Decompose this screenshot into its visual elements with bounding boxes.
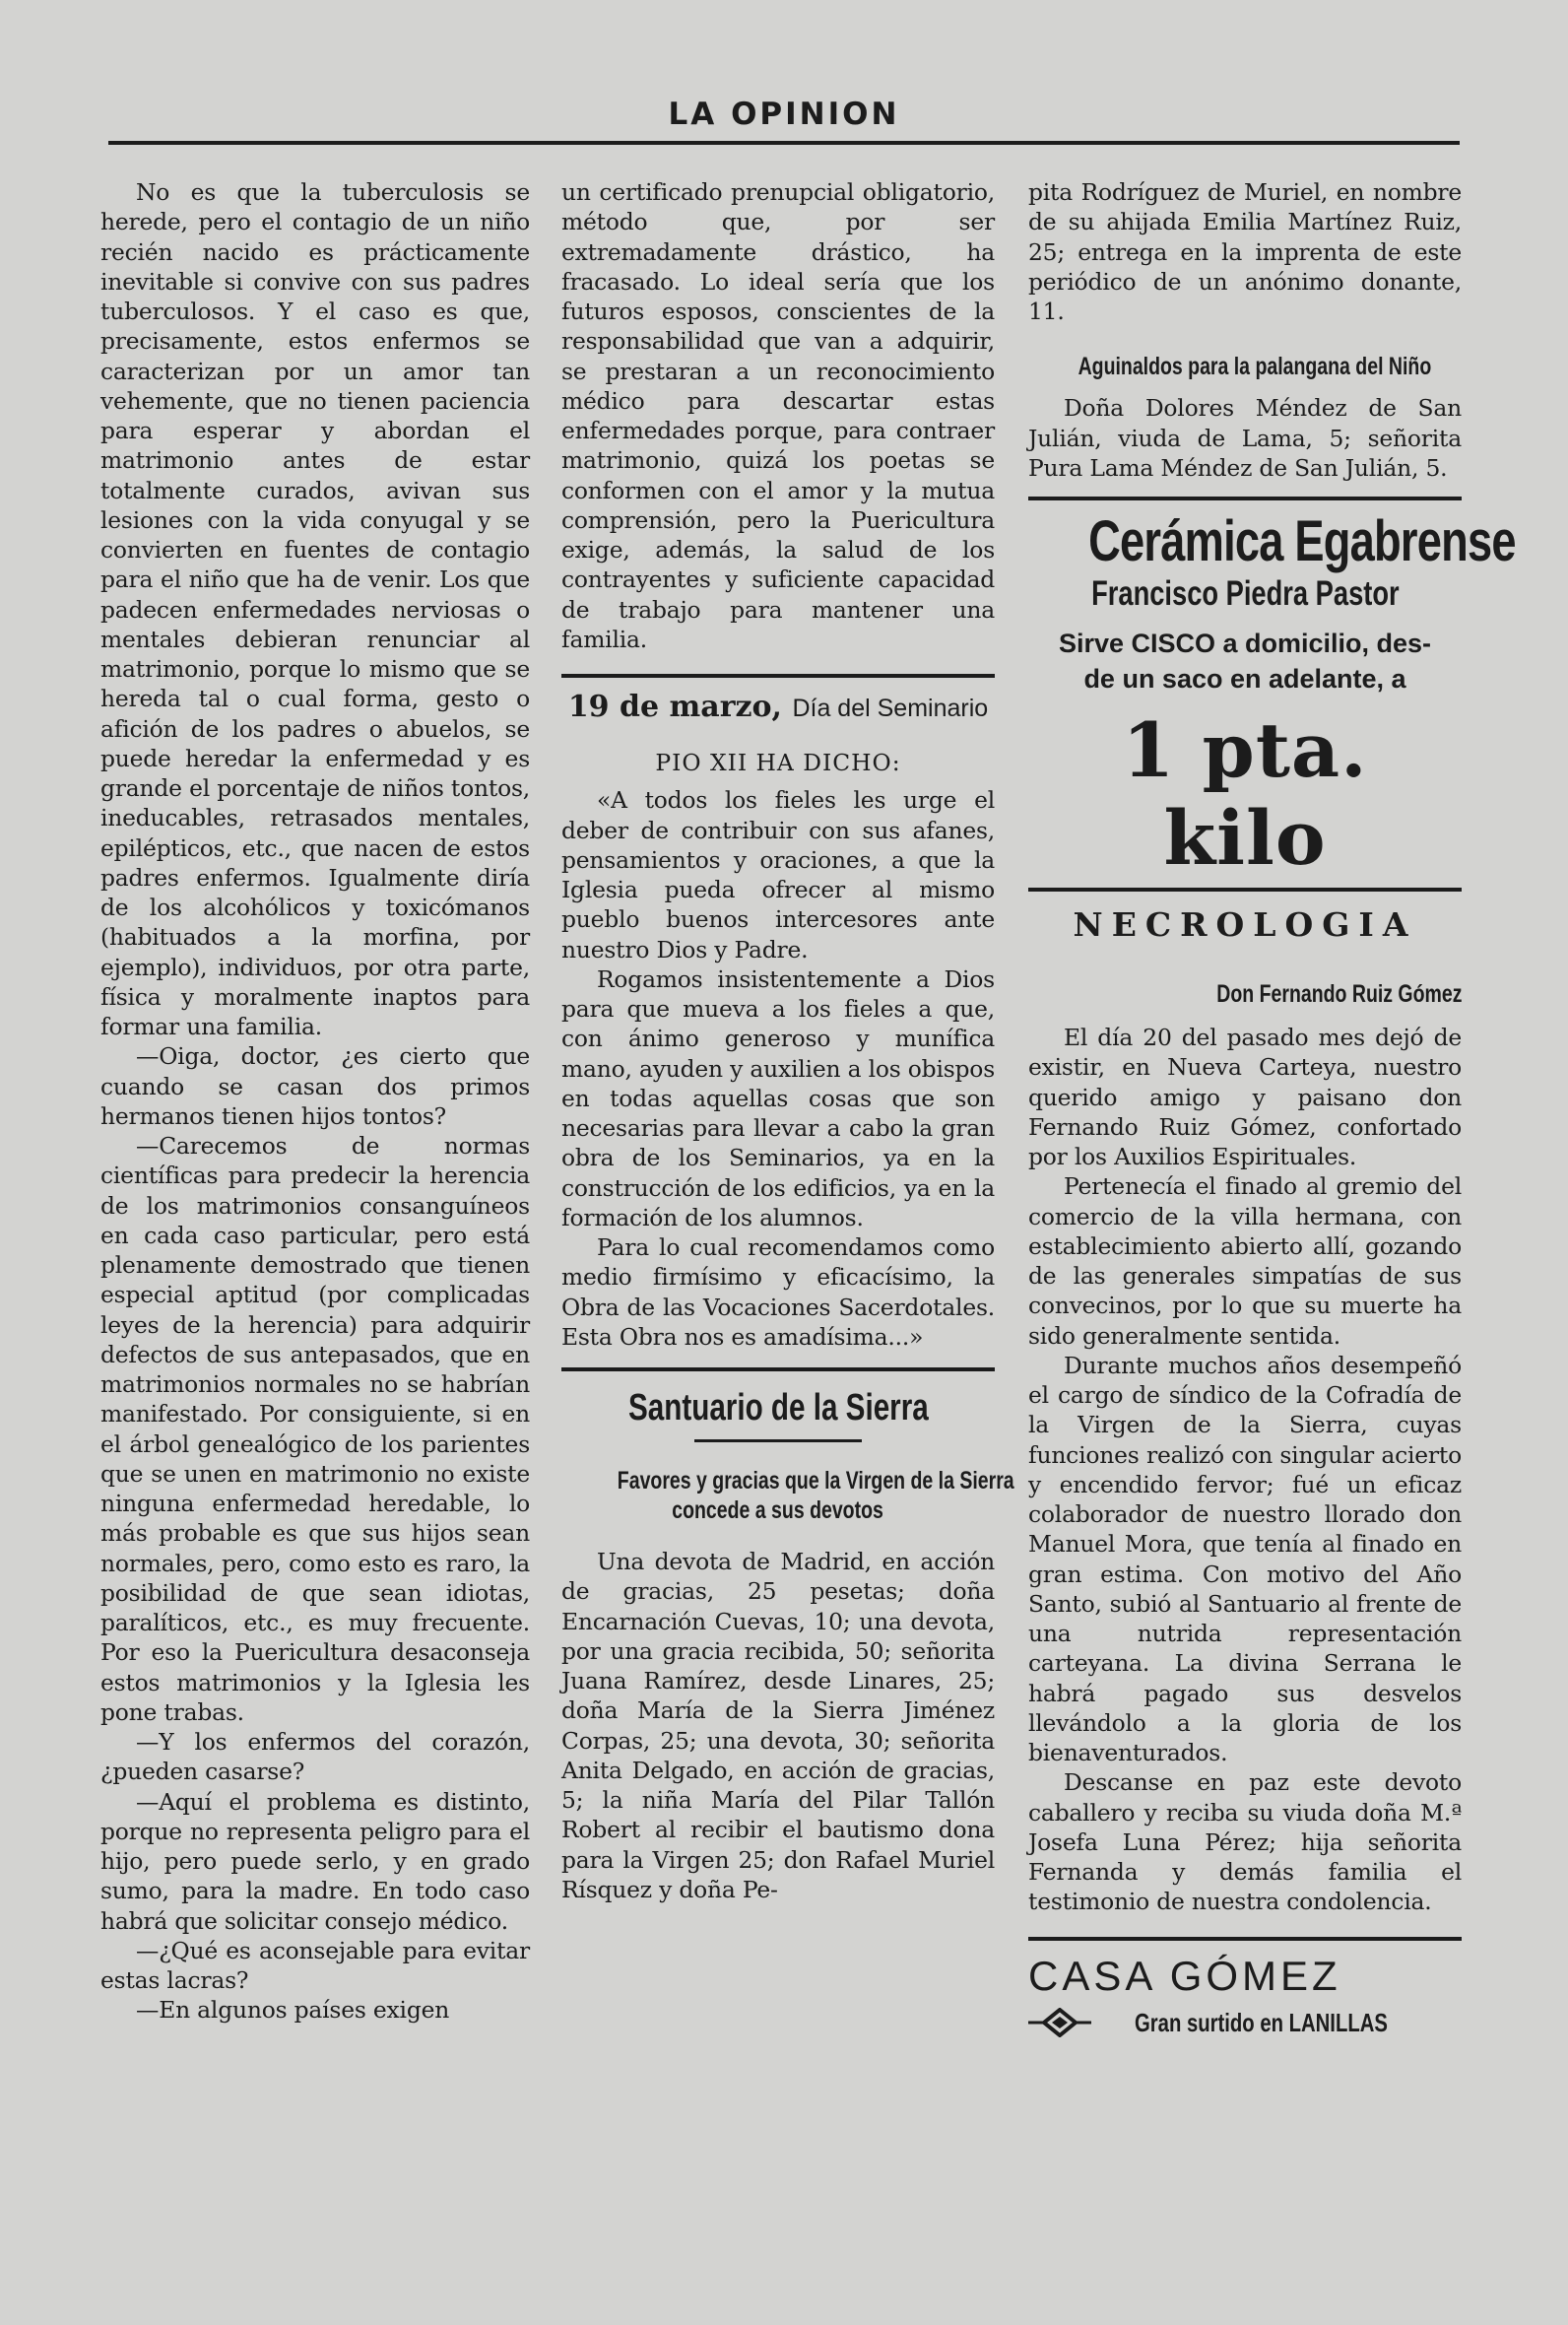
short-rule bbox=[694, 1439, 862, 1442]
paragraph: —Carecemos de normas científicas para predecir la herencia de los matrimonios consanguíneos en cada caso particular, pero está plenamente demostrado que tienen especial aptitud (por complicadas leyes de la herencia) para adquirir defectos de sus antepasados, que en matrimonios normales no se habrían manifestado. Por consiguiente, si en el árbol genealógico de los parientes que se unen en matrimonio no existe ninguna enfermedad heredable, lo más probable es que sus hijos sean normales, pero, como esto es raro, la posibilidad de que sean idiotas, paralíticos, etc., es muy frecuente. Por eso la Puericultura desaconseja estos matrimonios y la Iglesia les pone trabas. bbox=[100, 1132, 530, 1726]
paragraph: Pertenecía el finado al gremio del comercio de la villa hermana, con establecimiento abierto allí, gozando de las generales simpatías de sus convecinos, por lo que su muerte ha sido generalmente sentida. bbox=[1028, 1172, 1462, 1350]
column-3 bbox=[1028, 177, 1516, 2038]
column-1 bbox=[100, 177, 530, 2026]
aguinaldos-heading: Aguinaldos para la palangana del Niño bbox=[1078, 353, 1432, 381]
seminario-date: 19 de marzo, bbox=[567, 690, 782, 724]
section-rule bbox=[561, 674, 995, 678]
favores-heading: Favores y gracias que la Virgen de la Sierra concede a sus devotos bbox=[617, 1467, 1014, 1524]
advert-line: Sirve CISCO a domicilio, des- bbox=[1058, 629, 1432, 658]
masthead: LA OPINION bbox=[668, 97, 900, 132]
advert-title: CASA GÓMEZ bbox=[1028, 1952, 1341, 1999]
paragraph: un certificado prenupcial obligatorio, método que, por ser extremadamente drástico, ha fracasado. Lo ideal sería que los futuros esposos, conscientes de la responsabilidad que van a adquirir, se prestaran a un reconocimiento médico para descartar estas enfermedades porque, para contraer matrimonio, quizá los poetas se conformen con el amor y la mutua comprensión, pero la Puericultura exige, además, la salud de los contrayentes y suficiente capacidad de trabajo para mantener una familia. bbox=[561, 178, 995, 653]
advert-line: de un saco en adelante, a bbox=[1083, 664, 1406, 694]
masthead-rule bbox=[108, 141, 1460, 145]
advert-price: 1 pta. kilo bbox=[1122, 706, 1368, 882]
seminario-heading bbox=[561, 690, 995, 724]
paragraph: —Aquí el problema es distinto, porque no representa peligro para el hijo, pero puede serlo, y en grado sumo, para la madre. En todo caso habrá que solicitar consejo médico. bbox=[100, 1787, 530, 1935]
paragraph: El día 20 del pasado mes dejó de existir, en Nueva Carteya, nuestro querido amigo y paisano don Fernando Ruiz Gómez, confortado por los Auxilios Espirituales. bbox=[1028, 1024, 1462, 1170]
paragraph: —¿Qué es aconsejable para evitar estas lacras? bbox=[100, 1936, 530, 1994]
paragraph: «A todos los fieles les urge el deber de contribuir con sus afanes, pensamientos y oraciones, a que la Iglesia pueda ofrecer al mismo pueblo buenos intercesores ante nuestro Dios y Padre. bbox=[561, 786, 995, 963]
advert-owner: Francisco Piedra Pastor bbox=[1090, 574, 1400, 613]
paragraph: No es que la tuberculosis se herede, pero el contagio de un niño recién nacido es prácticamente inevitable si convive con sus padres tuberculosos. Y el caso es que, precisamente, estos enfermos se caracterizan por un amor tan vehemente, que no tienen paciencia para esperar y abordan el matrimonio antes de estar totalmente curados, avivan sus lesiones con la vida conyugal y se convierten en fuentes de contagio para el niño que ha de venir. Los que padecen enfermedades nerviosas o mentales debieran renunciar al matrimonio, porque lo mismo que se hereda tal o cual forma, gesto o afición de los padres o abuelos, se puede heredar la enfermedad y es grande el porcentaje de niños tontos, ineducables, retrasados mentales, epilépticos, etc., que nacen de estos padres enfermos. Igualmente diría de los alcohólicos y toxicómanos (habituados a la morfina, por ejemplo), individuos, por otra parte, física y moralmente inaptos para formar una familia. bbox=[100, 178, 530, 1040]
paragraph: Descanse en paz este devoto caballero y reciba su viuda doña M.ª Josefa Luna Pérez; hija señorita Fernanda y demás familia el testimonio de nuestra condolencia. bbox=[1028, 1768, 1462, 1916]
paragraph: Doña Dolores Méndez de San Julián, viuda de Lama, 5; señorita Pura Lama Méndez de San Julián, 5. bbox=[1028, 394, 1462, 482]
advert-tagline: Gran surtido en LANILLAS bbox=[1135, 2007, 1388, 2037]
pio-heading: PIO XII HA DICHO: bbox=[655, 749, 901, 776]
paragraph: —Oiga, doctor, ¿es cierto que cuando se casan dos primos hermanos tienen hijos tontos? bbox=[100, 1042, 530, 1130]
paragraph: —En algunos países exigen bbox=[136, 1996, 450, 2025]
section-rule bbox=[1028, 888, 1462, 892]
diamond-logo-icon bbox=[1028, 2008, 1091, 2037]
paragraph: —Y los enfermos del corazón, ¿pueden casarse? bbox=[100, 1728, 530, 1786]
section-rule bbox=[1028, 497, 1462, 500]
paragraph: Durante muchos años desempeñó el cargo de síndico de la Cofradía de la Virgen de la Sierra, cuyas funciones realizó con singular acierto y encendido fervor; fué un eficaz colaborador de nuestro llorado don Manuel Mora, que tenía al finado en gran estima. Con motivo del Año Santo, subió al Santuario al frente de una nutrida representación carteyana. La divina Serrana le habrá pagado sus desvelos llevándolo a la gloria de los bienaventurados. bbox=[1028, 1351, 1462, 1766]
advert-title: Cerámica Egabrense bbox=[1088, 509, 1516, 573]
paragraph: Para lo cual recomendamos como medio firmísimo y eficacísimo, la Obra de las Vocaciones Sacerdotales. Esta Obra nos es amadísima...» bbox=[561, 1233, 995, 1351]
section-rule bbox=[1028, 1937, 1462, 1941]
paragraph: Una devota de Madrid, en acción de gracias, 25 pesetas; doña Encarnación Cuevas, 10; una devota, por una gracia recibida, 50; señorita Juana Ramírez, desde Linares, 25; doña María de la Sierra Jiménez Corpas, 25; una devota, 30; señorita Anita Delgado, en acción de gracias, 5; la niña María del Pilar Tallón Robert al recibir el bautismo dona para la Virgen 25; don Rafael Muriel Rísquez y doña Pe- bbox=[561, 1548, 995, 1903]
section-rule bbox=[561, 1367, 995, 1371]
paragraph: Rogamos insistentemente a Dios para que mueva a los fieles a que, con ánimo generoso y munífica mano, ayuden y auxilien a los obispos en todas aquellas cosas que son necesarias para llevar a cabo la gran obra de los Seminarios, ya en la construcción de los edificios, ya en la formación de los alumnos. bbox=[561, 964, 995, 1231]
paragraph: pita Rodríguez de Muriel, en nombre de su ahijada Emilia Martínez Ruiz, 25; entrega en la imprenta de este periódico de un anónimo donante, 11. bbox=[1028, 178, 1462, 325]
necrologia-heading: NECROLOGIA bbox=[1073, 905, 1417, 944]
santuario-title: Santuario de la Sierra bbox=[627, 1387, 929, 1428]
ceramica-advert bbox=[1028, 508, 1516, 882]
column-2 bbox=[561, 177, 1014, 1904]
casa-gomez-advert bbox=[1028, 1953, 1462, 2038]
deceased-name: Don Fernando Ruiz Gómez bbox=[1215, 980, 1462, 1008]
seminario-day: Día del Seminario bbox=[792, 695, 989, 722]
